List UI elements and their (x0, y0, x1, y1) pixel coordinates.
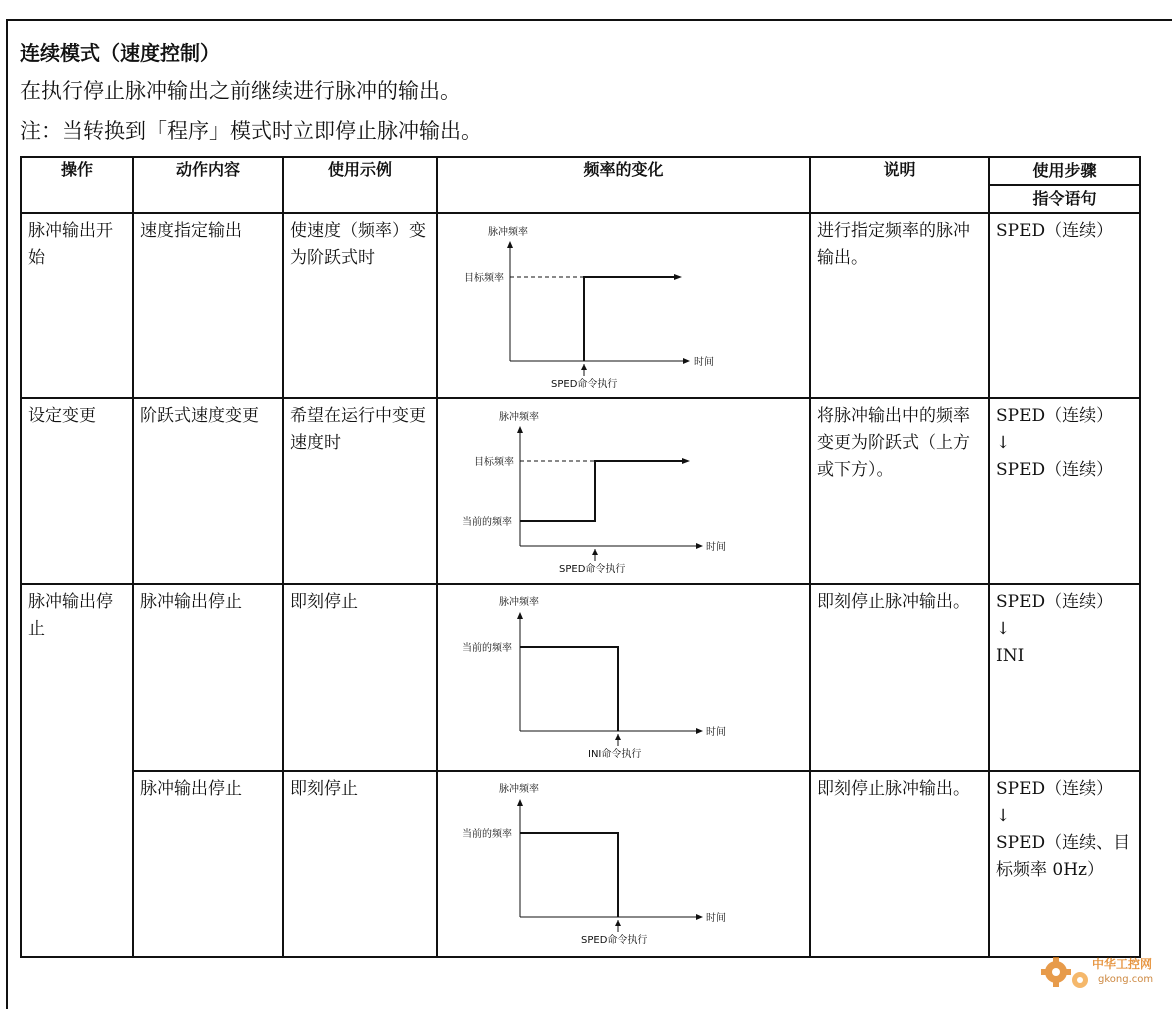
action-cell: 阶跃式速度变更 (140, 406, 259, 426)
action-cell: 速度指定输出 (140, 221, 242, 241)
y-axis-arrow-icon (517, 799, 523, 806)
trigger-arrow-icon (615, 734, 621, 740)
mode-table (20, 156, 1141, 958)
chart-level-label: 目标频率 (474, 457, 514, 468)
y-axis-arrow-icon (517, 426, 523, 433)
x-axis-arrow-icon (696, 914, 703, 920)
instruction-line: INI (996, 646, 1025, 666)
watermark-text: 中华工控网 (1092, 957, 1153, 971)
chart-level-label: 当前的频率 (462, 829, 512, 840)
header-explanation: 说明 (810, 157, 989, 213)
chart-level-label: 当前的频率 (462, 643, 512, 654)
trace-arrow-icon (682, 458, 690, 464)
chart-x-axis-label: 时间 (706, 542, 726, 553)
explanation-cell: 将脉冲输出中的频率变更为阶跃式（上方或下方）。 (817, 406, 970, 480)
table-row (21, 771, 1140, 957)
frequency-chart (438, 585, 809, 770)
instruction-line: SPED（连续） (996, 406, 1114, 426)
example-cell: 即刻停止 (290, 779, 358, 799)
action-cell: 脉冲输出停止 (140, 779, 242, 799)
chart-y-axis-label: 脉冲频率 (499, 597, 539, 608)
y-axis-arrow-icon (507, 241, 513, 248)
frequency-chart (438, 214, 809, 397)
header-operation: 操作 (21, 157, 133, 213)
example-cell: 使速度（频率）变为阶跃式时 (290, 221, 426, 268)
trigger-arrow-icon (615, 920, 621, 926)
chart-y-axis-label: 脉冲频率 (499, 784, 539, 795)
section-note: 注：当转换到「程序」模式时立即停止脉冲输出。 (20, 119, 482, 143)
chart-trigger-label: SPED命令执行 (581, 935, 648, 946)
section-title: 连续模式（速度控制） (20, 41, 220, 65)
chart-level-label: 目标频率 (464, 273, 504, 284)
operation-cell: 脉冲输出开始 (28, 221, 113, 268)
table-row (21, 398, 1140, 584)
instruction-line: SPED（连续） (996, 592, 1114, 612)
header-frequency-change: 频率的变化 (437, 157, 810, 213)
table-row (21, 213, 1140, 398)
action-cell: 脉冲输出停止 (140, 592, 242, 612)
frequency-trace (520, 833, 618, 917)
header-instruction: 指令语句 (989, 185, 1140, 213)
chart-y-axis-label: 脉冲频率 (499, 412, 539, 423)
frequency-trace (584, 277, 674, 361)
instruction-line: SPED（连续） (996, 779, 1114, 799)
header-usage-steps: 使用步骤 (989, 157, 1140, 185)
x-axis-arrow-icon (683, 358, 690, 364)
instruction-line: ↓ (996, 619, 1011, 639)
instruction-line: ↓ (996, 806, 1011, 826)
frequency-trace (520, 647, 618, 731)
chart-trigger-label: SPED命令执行 (559, 564, 626, 575)
operation-cell: 设定变更 (28, 406, 96, 426)
explanation-cell: 即刻停止脉冲输出。 (817, 592, 970, 612)
trigger-arrow-icon (581, 364, 587, 370)
trigger-arrow-icon (592, 549, 598, 555)
gear-icon (1041, 957, 1088, 988)
chart-x-axis-label: 时间 (706, 913, 726, 924)
watermark-logo (1034, 942, 1162, 998)
instruction-line: SPED（连续、目标频率 0Hz） (996, 833, 1131, 880)
instruction-cell (990, 772, 1139, 884)
y-axis-arrow-icon (517, 612, 523, 619)
header-action: 动作内容 (133, 157, 283, 213)
instruction-cell (990, 399, 1139, 484)
frequency-trace (520, 461, 682, 521)
x-axis-arrow-icon (696, 543, 703, 549)
explanation-cell: 进行指定频率的脉冲输出。 (817, 221, 970, 268)
x-axis-arrow-icon (696, 728, 703, 734)
explanation-cell: 即刻停止脉冲输出。 (817, 779, 970, 799)
header-example: 使用示例 (283, 157, 437, 213)
example-cell: 即刻停止 (290, 592, 358, 612)
instruction-line: SPED（连续） (996, 221, 1114, 241)
watermark-url: gkong.com (1098, 974, 1154, 985)
chart-x-axis-label: 时间 (706, 727, 726, 738)
chart-trigger-label: INI命令执行 (588, 749, 642, 760)
instruction-line: ↓ (996, 433, 1011, 453)
instruction-cell (990, 585, 1139, 670)
example-cell: 希望在运行中变更速度时 (290, 406, 426, 453)
instruction-line: SPED（连续） (996, 460, 1114, 480)
chart-x-axis-label: 时间 (694, 357, 714, 368)
section-description: 在执行停止脉冲输出之前继续进行脉冲的输出。 (20, 79, 461, 103)
trace-arrow-icon (674, 274, 682, 280)
table-row (21, 584, 1140, 771)
instruction-cell (990, 214, 1139, 245)
chart-level-label: 当前的频率 (462, 517, 512, 528)
frequency-chart (438, 772, 809, 956)
chart-y-axis-label: 脉冲频率 (488, 227, 528, 238)
chart-trigger-label: SPED命令执行 (551, 379, 618, 390)
frequency-chart (438, 399, 809, 583)
operation-cell: 脉冲输出停止 (28, 592, 113, 639)
